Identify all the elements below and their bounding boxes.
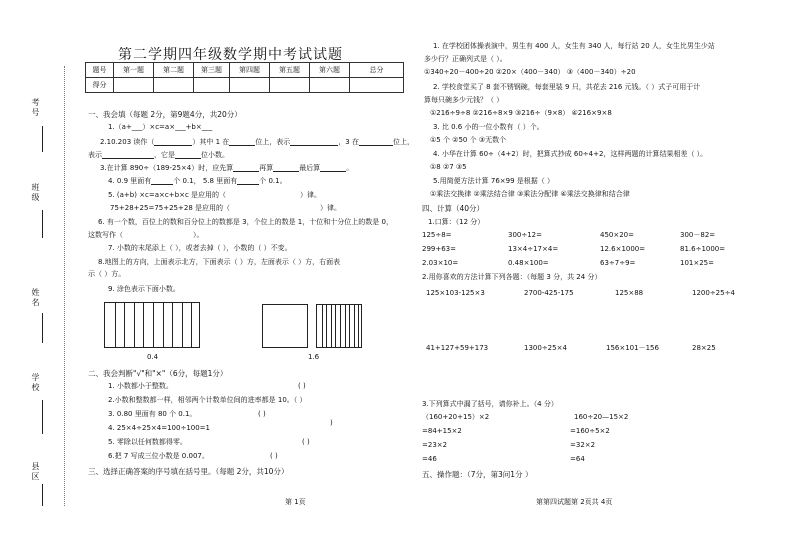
question-1-8-cont: 示（ ）方。 <box>88 270 126 278</box>
answer-blank[interactable] <box>273 171 299 172</box>
choice-5: 5.用简便方法计算 76×99 是根据（ ） <box>433 177 555 185</box>
choice-1: 1. 在学校团体操表演中，男生有 400 人，女生有 340 人，每行站 20 人，女生比男生少站 <box>433 42 715 50</box>
oral-item: 12.6×1000= <box>600 245 646 253</box>
figure-2-label: 1.6 <box>308 353 320 361</box>
q-text: 4. 0.9 里面有 <box>108 177 152 185</box>
q-text: 3.在计算 890÷（189-25×4）时，应先算 <box>100 164 234 172</box>
question-1-6: 6. 有一个数，百位上的数和百分位上的数都是 3，个位上的数是 1，十位和十分位上的数是 0， <box>98 218 393 226</box>
q-text: 表示 <box>88 151 102 159</box>
figure-square-2[interactable] <box>316 304 362 348</box>
oral-item: 63÷7÷9= <box>600 259 636 267</box>
judge-item-5: 5. 零除以任何数都得零。 <box>108 438 187 446</box>
choice-1-options: ①340÷20－400÷20 ②20×（400－340） ③（400－340）÷20 <box>424 68 636 76</box>
score-input-cell[interactable] <box>230 78 270 93</box>
q-text: ）其中 1 在 <box>192 138 230 146</box>
score-input-cell[interactable] <box>310 78 350 93</box>
question-1-5-cont <box>110 204 341 212</box>
oral-calc-title: 1.口算：（12 分） <box>428 218 485 226</box>
simple-calc-title: 2.用你喜欢的方法计算下列各题：（每题 3 分，共 24 分） <box>422 273 602 281</box>
score-cell: 题号 <box>86 63 114 78</box>
simple-calc-item: 125×88 <box>615 289 644 297</box>
judge-mark-4[interactable]: ) <box>330 419 333 427</box>
brackets-right-step: =32×2 <box>570 441 596 449</box>
oral-item: 101×25= <box>680 259 714 267</box>
choice-4-options: ①8 ②7 ③5 <box>430 163 467 171</box>
oral-item: 299+63= <box>422 245 456 253</box>
answer-blank[interactable] <box>175 158 201 159</box>
section-4-title: 四、计算（40分） <box>422 204 485 213</box>
brackets-right-step: =64 <box>570 455 585 463</box>
margin-blank-line <box>42 313 43 343</box>
answer-blank[interactable] <box>237 184 259 185</box>
score-cell: 第六题 <box>310 63 350 78</box>
answer-blank[interactable] <box>151 184 173 185</box>
choice-4: 4. 小华在计算 60÷（4+2）时，把算式抄成 60÷4+2，这样两题的计算结果相差（ ）。 <box>433 150 708 158</box>
margin-blank-line <box>42 484 43 506</box>
q-text: 位上，表示 <box>255 138 291 146</box>
margin-blank-line <box>42 400 43 434</box>
margin-label-kaohao: 考号 <box>31 98 40 118</box>
q-text: 最后算 <box>299 164 321 172</box>
figure-1-label: 0.4 <box>147 353 159 361</box>
judge-item-3: 3. 0.80 里面有 80 个 0.1。 <box>108 410 197 418</box>
page-number-left: 第 1页 <box>285 498 306 506</box>
score-input-cell[interactable] <box>194 78 230 93</box>
page-title: 第二学期四年级数学期中考试试题 <box>118 47 343 63</box>
q-text: 再算 <box>259 164 274 172</box>
margin-label-xianqu: 县区 <box>31 462 40 482</box>
judge-item-1: 1. 小数都小于整数。 <box>108 382 173 390</box>
margin-label-banji: 班级 <box>31 183 40 203</box>
score-cell: 第一题 <box>114 63 154 78</box>
question-1-5 <box>108 191 321 199</box>
oral-item: 450×20= <box>600 231 634 239</box>
oral-item: 300－82= <box>680 231 716 239</box>
score-input-cell[interactable] <box>350 78 404 93</box>
answer-blank[interactable] <box>290 145 338 146</box>
answer-blank[interactable] <box>233 171 259 172</box>
oral-item: 81.6÷1000= <box>680 245 726 253</box>
q-text: 个 0.1。 <box>259 177 287 185</box>
q-text: 2.10.203 读作（ <box>100 138 155 146</box>
brackets-left-step: =23×2 <box>422 441 448 449</box>
q-text: ）。 <box>193 231 204 239</box>
q-text: 75+28+25=75+25+28 是应用的（ <box>110 204 230 212</box>
score-cell: 总分 <box>350 63 404 78</box>
score-input-cell[interactable] <box>114 78 154 93</box>
q-text: 位小数。 <box>201 151 229 159</box>
section-3-title: 三、选择正确答案的序号填在括号里。（每题 2分，共10分） <box>88 467 289 476</box>
margin-blank-line <box>42 126 43 152</box>
q-text: 。 <box>346 164 354 172</box>
fold-line <box>64 66 65 506</box>
section-1-title: 一、我会填（每题 2分，第9题4分，共20分） <box>88 110 242 119</box>
score-table <box>85 62 404 93</box>
choice-1-cont: 多少行？正确列式是（ ）。 <box>424 55 507 63</box>
margin-label-xingming: 姓名 <box>31 288 40 308</box>
question-1-8: 8.地图上的方向，上面表示北方，下面表示（ ）方，左面表示（ ）方，右面表 <box>98 258 341 266</box>
oral-item: 2.03×10= <box>422 259 459 267</box>
brackets-title: 3.下列算式中漏了括号，请你补上。（4 分） <box>422 400 558 408</box>
choice-3: 3. 比 0.6 小的一位小数有（ ）个。 <box>433 123 544 131</box>
question-1-7: 7. 小数的末尾添上（ ），或者去掉（ ），小数的（ ）不变。 <box>108 244 292 252</box>
q-text: ）律。 <box>300 191 322 199</box>
choice-5-options: ①乘法交换律 ②乘法结合律 ③乘法分配律 ④乘法交换律和结合律 <box>430 190 630 198</box>
score-input-cell[interactable] <box>154 78 194 93</box>
question-1-4 <box>108 177 287 185</box>
question-1-9: 9. 涂色表示下面小数。 <box>108 285 180 293</box>
score-cell: 第四题 <box>230 63 270 78</box>
score-table-header-row <box>86 63 404 78</box>
question-1-6-cont <box>88 231 204 239</box>
brackets-left-step: （160+20+15）×2 <box>422 413 490 421</box>
judge-mark-3[interactable]: ( ) <box>258 410 266 418</box>
brackets-right-step: =160÷5×2 <box>570 427 610 435</box>
margin-blank-line <box>42 210 43 238</box>
simple-calc-item: 125×103-125×3 <box>426 289 485 297</box>
section-5-title: 五、操作题：（7分，第3问1分 ） <box>422 470 533 479</box>
question-1-2 <box>100 138 414 146</box>
simple-calc-item: 2700-425-175 <box>524 289 574 297</box>
score-input-cell[interactable] <box>270 78 310 93</box>
judge-mark-5[interactable]: ( ) <box>302 438 310 446</box>
figure-square-1[interactable] <box>262 304 308 348</box>
choice-2: 2. 学校食堂买了 8 套不锈钢碗，每套里装 9 只，共花去 216 元钱。（ ）式子可用于计 <box>433 83 701 91</box>
q-text: ，它是 <box>154 151 175 159</box>
question-1-2-cont <box>88 151 229 159</box>
section-2-title: 二、我会判断"√"和"×"（6分，每题1分） <box>88 369 228 378</box>
question-1-3 <box>100 164 353 172</box>
simple-calc-item: 1200÷25÷4 <box>692 289 735 297</box>
oral-item: 0.48×100= <box>508 259 549 267</box>
brackets-left-step: =84+15×2 <box>422 427 462 435</box>
score-cell: 第五题 <box>270 63 310 78</box>
score-row-label: 得分 <box>86 78 114 93</box>
q-text: 这数写作（ <box>88 231 123 239</box>
judge-item-2: 2.小数和整数都一样，相邻两个计数单位间的进率都是 10。（ ） <box>108 396 307 404</box>
answer-blank[interactable] <box>154 145 192 146</box>
q-text: ）律。 <box>320 204 341 212</box>
question-1-1: 1.（a+___）×c=a×___+b×___ <box>108 123 213 131</box>
judge-item-6: 6.把 7 写成三位小数是 0.007。 <box>108 452 209 460</box>
figure-ten-strips[interactable] <box>104 302 200 348</box>
simple-calc-item: 156×101－156 <box>606 344 659 352</box>
choice-3-options: ①5 个 ②50 个 ③无数个 <box>430 136 507 144</box>
choice-2-options: ①216÷9÷8 ②216÷8×9 ③216÷（9×8） ④216×9×8 <box>430 109 612 117</box>
oral-item: 13×4÷17×4= <box>508 245 559 253</box>
judge-item-4: 4. 25×4÷25×4=100÷100=1 <box>108 424 210 432</box>
q-text: ，3 在 <box>338 138 359 146</box>
simple-calc-item: 1300÷25×4 <box>524 344 567 352</box>
score-table-row <box>86 78 404 93</box>
page-number-right: 第第四试题第 2页共 4页 <box>536 498 613 506</box>
oral-item: 300÷12= <box>508 231 542 239</box>
brackets-left-step: =46 <box>422 455 437 463</box>
q-text: 个 0.1， 5.8 里面有 <box>173 177 238 185</box>
brackets-right-step: 160÷20—15×2 <box>574 413 629 421</box>
judge-mark-1[interactable]: ( ) <box>298 382 306 390</box>
answer-blank[interactable] <box>359 145 393 146</box>
margin-label-xuexiao: 学校 <box>31 373 40 393</box>
judge-mark-6[interactable]: ( ) <box>270 452 278 460</box>
q-text: 5. (a+b) ×c=a×c+b×c 是应用的（ <box>108 191 227 199</box>
q-text: 位上， <box>393 138 414 146</box>
simple-calc-item: 41+127+59+173 <box>426 344 489 352</box>
answer-blank[interactable] <box>229 145 255 146</box>
oral-item: 125÷8= <box>422 231 452 239</box>
answer-blank[interactable] <box>320 171 346 172</box>
score-cell: 第二题 <box>154 63 194 78</box>
simple-calc-item: 28×25 <box>692 344 716 352</box>
score-cell: 第三题 <box>194 63 230 78</box>
choice-2-cont: 算每只碗多少元钱？（ ） <box>424 96 504 104</box>
answer-blank[interactable] <box>102 158 154 159</box>
